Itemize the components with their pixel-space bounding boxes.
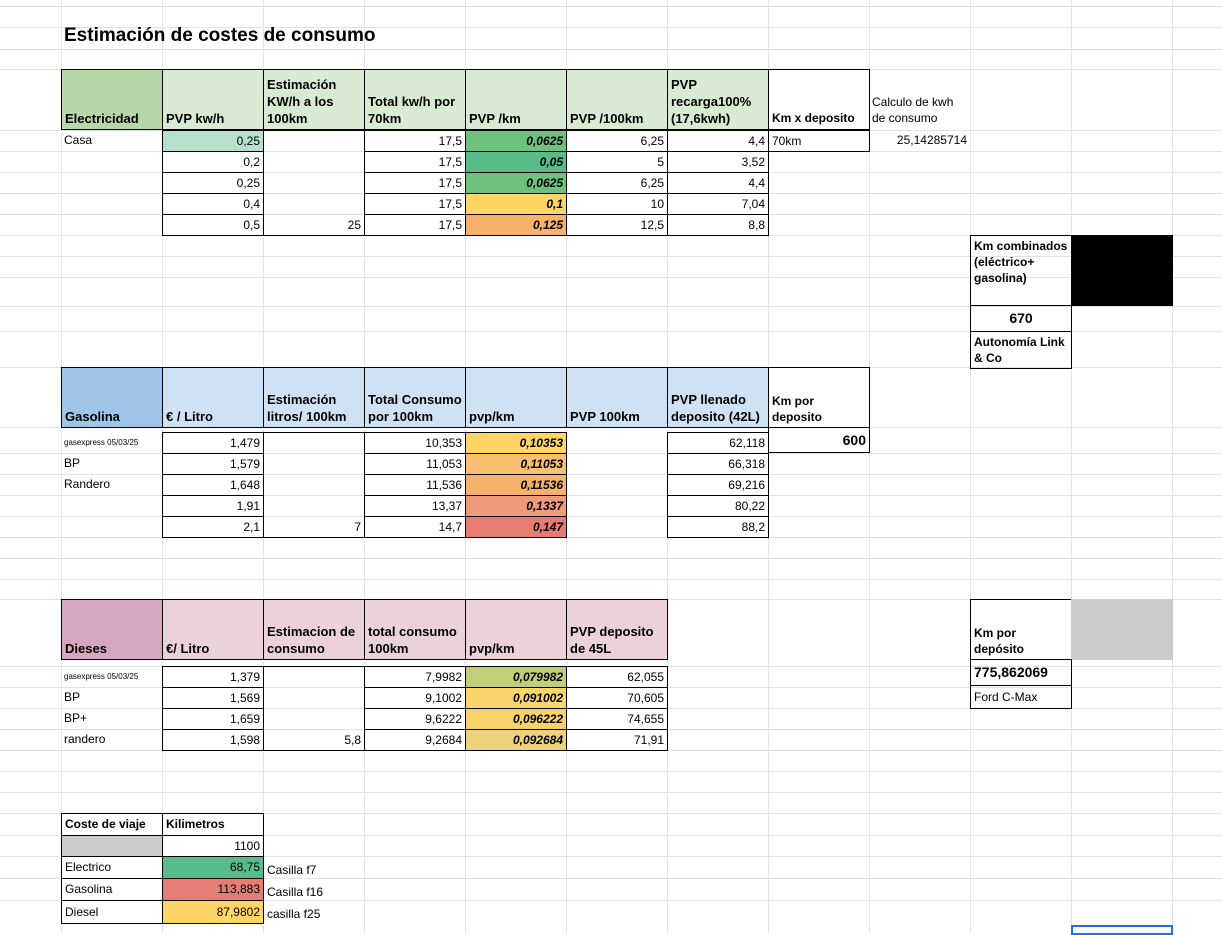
gas-r4-fill[interactable]: 80,22 — [667, 495, 769, 517]
diesel-col-estimacion[interactable]: Estimacion de consumo — [263, 599, 365, 660]
combined-km-label[interactable]: Km combinados (eléctrico+ gasolina) — [970, 235, 1072, 306]
gas-r3-total[interactable]: 11,536 — [364, 474, 466, 496]
diesel-r2-price[interactable]: 1,569 — [162, 687, 264, 709]
trip-km-value[interactable]: 1100 — [162, 835, 264, 857]
trip-r3-label[interactable]: Diesel — [61, 900, 163, 924]
gasoline-col-price[interactable]: € / Litro — [162, 367, 264, 428]
elec-r4-pvp-100km[interactable]: 10 — [566, 193, 668, 215]
diesel-r2-total[interactable]: 9,1002 — [364, 687, 466, 709]
elec-r1-total[interactable]: 17,5 — [364, 130, 466, 152]
gasoline-col-pvp-100km[interactable]: PVP 100km — [566, 367, 668, 428]
gas-r5-fill[interactable]: 88,2 — [667, 516, 769, 538]
elec-r5-estimacion[interactable]: 25 — [263, 151, 365, 236]
elec-r5-pvp-100km[interactable]: 12,5 — [566, 214, 668, 236]
gas-r1-label[interactable]: gasexpress 05/03/25 — [64, 438, 139, 447]
trip-r1-value[interactable]: 68,75 — [162, 856, 264, 879]
elec-r1-pvp-km[interactable]: 0,0625 — [465, 130, 567, 152]
elec-r3-recarga[interactable]: 4,4 — [667, 172, 769, 194]
gas-r2-label[interactable]: BP — [64, 456, 81, 470]
gasoline-col-pvp-km[interactable]: pvp/km — [465, 367, 567, 428]
trip-r2-label[interactable]: Gasolina — [61, 878, 163, 901]
diesel-r1-dep[interactable]: 62,055 — [566, 666, 668, 688]
ford-note[interactable]: Ford C-Max — [970, 685, 1072, 709]
gas-r1-fill[interactable]: 62,118 — [667, 432, 769, 454]
diesel-r4-total[interactable]: 9,2684 — [364, 729, 466, 751]
diesel-r1-price[interactable]: 1,379 — [162, 666, 264, 688]
gas-r1-pvp-100[interactable] — [566, 432, 668, 454]
diesel-col-price[interactable]: €/ Litro — [162, 599, 264, 660]
electricity-col-km-deposito[interactable]: Km x deposito — [768, 69, 870, 130]
elec-r4-recarga[interactable]: 7,04 — [667, 193, 769, 215]
gasoline-header[interactable]: Gasolina — [61, 367, 163, 428]
gas-r4-pvp-km[interactable]: 0,1337 — [465, 495, 567, 517]
elec-r1-pvp-kwh[interactable]: 0,25 — [162, 130, 264, 152]
trip-header-label[interactable]: Coste de viaje — [61, 813, 163, 836]
elec-r2-total[interactable]: 17,5 — [364, 151, 466, 173]
elec-r2-pvp-100km[interactable]: 5 — [566, 151, 668, 173]
diesel-r1-pvp-km[interactable]: 0,079982 — [465, 666, 567, 688]
gasoline-km-deposito-value[interactable]: 600 — [768, 427, 870, 453]
diesel-r4-price[interactable]: 1,598 — [162, 729, 264, 751]
diesel-r2-dep[interactable]: 70,605 — [566, 687, 668, 709]
elec-r5-pvp-kwh[interactable]: 0,5 — [162, 214, 264, 236]
diesel-col-pvp-km[interactable]: pvp/km — [465, 599, 567, 660]
electricity-col-pvp-100km[interactable]: PVP /100km — [566, 69, 668, 130]
gas-r5-price[interactable]: 2,1 — [162, 516, 264, 538]
gas-r3-fill[interactable]: 69,216 — [667, 474, 769, 496]
ford-km-label[interactable]: Km por depósito — [970, 599, 1072, 660]
selected-cell[interactable] — [1071, 925, 1173, 935]
elec-r5-pvp-km[interactable]: 0,125 — [465, 214, 567, 236]
gas-r4-total[interactable]: 13,37 — [364, 495, 466, 517]
diesel-col-total[interactable]: total consumo 100km — [364, 599, 466, 660]
trip-header-km[interactable]: Kilimetros — [162, 813, 264, 836]
trip-r1-label[interactable]: Electrico — [61, 856, 163, 879]
electricity-col-estimacion[interactable]: Estimación KW/h a los 100km — [263, 69, 365, 130]
diesel-r4-label[interactable]: randero — [64, 732, 106, 746]
label-casa[interactable]: Casa — [64, 133, 93, 147]
elec-r4-total[interactable]: 17,5 — [364, 193, 466, 215]
electricity-col-pvp-kwh[interactable]: PVP kw/h — [162, 69, 264, 130]
elec-r3-pvp-km[interactable]: 0,0625 — [465, 172, 567, 194]
calc-kwh-label[interactable]: Calculo de kwh de consumo — [872, 95, 954, 125]
trip-r2-note[interactable]: Casilla f16 — [267, 885, 324, 899]
ford-km-value[interactable]: 775,862069 — [970, 659, 1072, 686]
elec-r5-total[interactable]: 17,5 — [364, 214, 466, 236]
elec-r3-total[interactable]: 17,5 — [364, 172, 466, 194]
elec-r4-pvp-kwh[interactable]: 0,4 — [162, 193, 264, 215]
diesel-r3-price[interactable]: 1,659 — [162, 708, 264, 730]
gasoline-col-km-deposito[interactable]: Km por deposito — [768, 367, 870, 428]
diesel-r4-pvp-km[interactable]: 0,092684 — [465, 729, 567, 751]
elec-r2-recarga[interactable]: 3,52 — [667, 151, 769, 173]
gasoline-col-llenado[interactable]: PVP llenado deposito (42L) — [667, 367, 769, 428]
combined-km-value[interactable]: 670 — [970, 305, 1072, 332]
diesel-r1-total[interactable]: 7,9982 — [364, 666, 466, 688]
trip-r3-value[interactable]: 87,9802 — [162, 900, 264, 924]
gas-r2-total[interactable]: 11,053 — [364, 453, 466, 475]
gasoline-col-estimacion[interactable]: Estimación litros/ 100km — [263, 367, 365, 428]
diesel-estimacion-merged[interactable]: 5,8 — [263, 666, 365, 751]
elec-r1-recarga[interactable]: 4,4 — [667, 130, 769, 152]
gas-r5-pvp-km[interactable]: 0,147 — [465, 516, 567, 538]
diesel-r4-dep[interactable]: 71,91 — [566, 729, 668, 751]
gas-r4-price[interactable]: 1,91 — [162, 495, 264, 517]
electricity-col-recarga[interactable]: PVP recarga100% (17,6kwh) — [667, 69, 769, 130]
gas-r3-price[interactable]: 1,648 — [162, 474, 264, 496]
ford-gray-cell[interactable] — [1071, 599, 1173, 660]
elec-r4-pvp-km[interactable]: 0,1 — [465, 193, 567, 215]
trip-r3-note[interactable]: casilla f25 — [267, 907, 321, 921]
electricity-col-pvp-km[interactable]: PVP /km — [465, 69, 567, 130]
elec-r5-recarga[interactable]: 8,8 — [667, 214, 769, 236]
diesel-r2-pvp-km[interactable]: 0,091002 — [465, 687, 567, 709]
gasoline-col-total[interactable]: Total Consumo por 100km — [364, 367, 466, 428]
gas-r1-total[interactable]: 10,353 — [364, 432, 466, 454]
diesel-r3-pvp-km[interactable]: 0,096222 — [465, 708, 567, 730]
combined-note[interactable]: Autonomía Link & Co — [970, 331, 1072, 369]
combined-black-cell[interactable] — [1071, 235, 1173, 306]
diesel-col-deposito[interactable]: PVP deposito de 45L — [566, 599, 668, 660]
diesel-r3-dep[interactable]: 74,655 — [566, 708, 668, 730]
gas-r1-pvp-km[interactable]: 0,10353 — [465, 432, 567, 454]
gas-estimacion-merged[interactable]: 7 — [263, 432, 365, 538]
elec-r3-pvp-100km[interactable]: 6,25 — [566, 172, 668, 194]
elec-r3-pvp-kwh[interactable]: 0,25 — [162, 172, 264, 194]
trip-r2-value[interactable]: 113,883 — [162, 878, 264, 901]
gas-r2-fill[interactable]: 66,318 — [667, 453, 769, 475]
diesel-r1-label[interactable]: gasexpress 05/03/25 — [64, 672, 139, 681]
calc-kwh-value[interactable]: 25,14285714 — [896, 133, 967, 147]
trip-gray-cell[interactable] — [61, 835, 163, 857]
elec-r2-pvp-kwh[interactable]: 0,2 — [162, 151, 264, 173]
elec-r2-pvp-km[interactable]: 0,05 — [465, 151, 567, 173]
gas-r1-price[interactable]: 1,479 — [162, 432, 264, 454]
gas-r5-total[interactable]: 14,7 — [364, 516, 466, 538]
electricity-header[interactable]: Electricidad — [61, 69, 163, 130]
gas-r3-label[interactable]: Randero — [64, 477, 111, 491]
electricity-col-total[interactable]: Total kw/h por 70km — [364, 69, 466, 130]
trip-r1-note[interactable]: Casilla f7 — [267, 863, 317, 877]
km-deposito-value[interactable]: 70km — [768, 130, 870, 152]
elec-r1-pvp-100km[interactable]: 6,25 — [566, 130, 668, 152]
gas-r2-price[interactable]: 1,579 — [162, 453, 264, 475]
diesel-r2-label[interactable]: BP — [64, 690, 81, 704]
sheet-title: Estimación de costes de consumo — [64, 24, 376, 46]
gas-r2-pvp-km[interactable]: 0,11053 — [465, 453, 567, 475]
diesel-header[interactable]: Dieses — [61, 599, 163, 660]
elec-r1-estimacion[interactable] — [263, 130, 365, 152]
diesel-r3-total[interactable]: 9,6222 — [364, 708, 466, 730]
diesel-r3-label[interactable]: BP+ — [64, 711, 88, 725]
gas-r3-pvp-km[interactable]: 0,11536 — [465, 474, 567, 496]
